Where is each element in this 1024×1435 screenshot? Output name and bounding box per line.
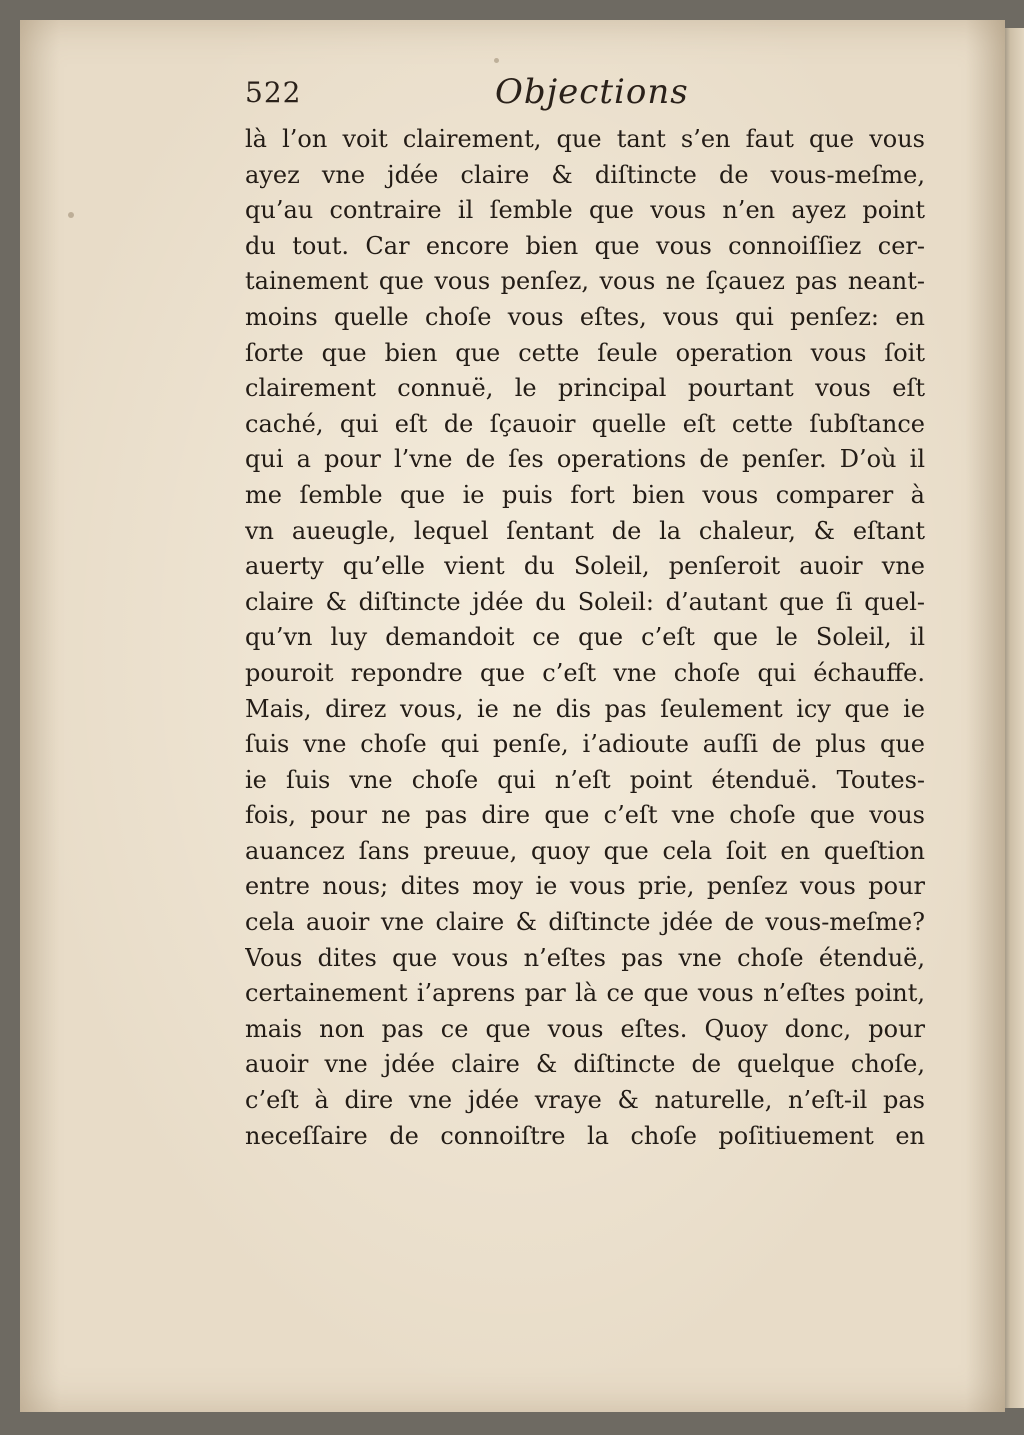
text-line: qui a pour l’vne de ſes operations de penſer. D’où il [245,445,925,474]
text-line: certainement i’aprens par là ce que vous n’eſtes point, [245,979,925,1008]
text-line: mais non pas ce que vous eſtes. Quoy donc, pour [245,1014,925,1043]
text-line: auancez ſans preuue, quoy que cela ſoit en queſtion [245,836,925,865]
text-line: fois, pour ne pas dire que c’eſt vne choſe que vous [245,801,925,830]
text-line: tainement que vous penſez, vous ne ſçauez pas neant- [245,267,925,296]
ink-spot [68,212,74,218]
text-line: caché, qui eſt de ſçauoir quelle eſt cette ſubſtance [245,409,925,438]
text-line: qu’au contraire il ſemble que vous n’en ayez point [245,196,925,225]
text-line: Mais, direz vous, ie ne dis pas ſeulement icy que ie [245,694,925,723]
page-number: 522 [245,76,302,109]
text-line: ſorte que bien que cette ſeule operation vous ſoit [245,338,925,367]
text-line: du tout. Car encore bien que vous connoiſſiez cer- [245,231,925,260]
next-page-edge [1003,28,1024,1408]
text-line: claire & diſtincte jdée du Soleil: d’autant que ſi quel- [245,587,925,616]
text-line: Vous dites que vous n’eſtes pas vne choſe étenduë, [245,943,925,972]
text-line: auoir vne jdée claire & diſtincte de quelque choſe, [245,1050,925,1079]
running-title: Objections [495,72,689,112]
page-header [245,70,925,120]
text-line: me ſemble que ie puis fort bien vous comparer à [245,480,925,509]
text-line: moins quelle choſe vous eſtes, vous qui penſez: en [245,302,925,331]
text-line: qu’vn luy demandoit ce que c’eſt que le Soleil, il [245,623,925,652]
body-text [245,122,925,1154]
ink-spot [494,58,499,63]
text-line: entre nous; dites moy ie vous prie, penſez vous pour [245,872,925,901]
text-line: pouroit repondre que c’eſt vne choſe qui échauffe. [245,658,925,687]
text-line: c’eſt à dire vne jdée vraye & naturelle, n’eſt-il pas [245,1086,925,1115]
text-line: ie ſuis vne choſe qui n’eſt point étenduë. Toutes- [245,765,925,794]
text-line: là l’on voit clairement, que tant s’en faut que vous [245,125,925,153]
text-line: neceſſaire de connoiſtre la choſe poſitiuement en [245,1121,925,1150]
text-line: ſuis vne choſe qui penſe, i’adioute auſſi de plus que [245,730,925,759]
text-line: vn aueugle, lequel ſentant de la chaleur, & eſtant [245,516,925,545]
text-line: ayez vne jdée claire & diſtincte de vous-meſme, [245,160,925,189]
text-line: cela auoir vne claire & diſtincte jdée de vous-meſme? [245,908,925,937]
text-line: auerty qu’elle vient du Soleil, penſeroit auoir vne [245,552,925,581]
text-line: clairement connuë, le principal pourtant vous eſt [245,374,925,403]
